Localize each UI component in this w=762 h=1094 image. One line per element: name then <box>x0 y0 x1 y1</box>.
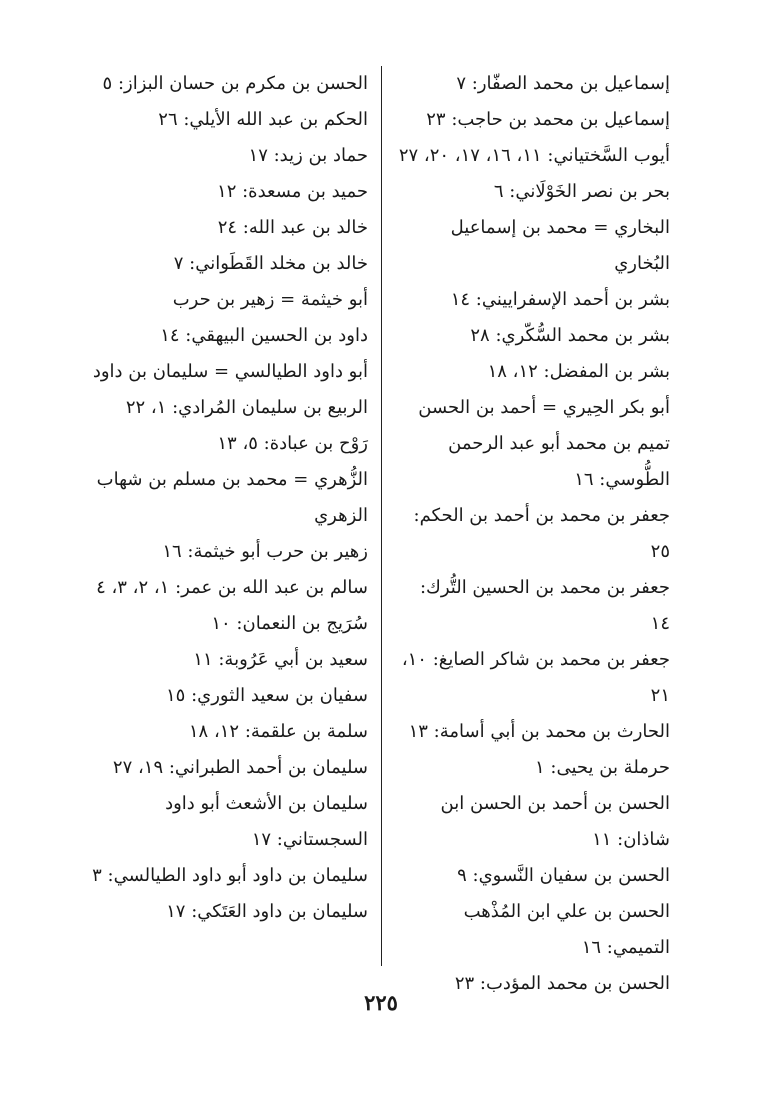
index-entry: بشر بن محمد السُّكّري: ٢٨ <box>470 325 670 346</box>
index-entry: الحسن بن أحمد بن الحسن ابن شاذان: ١١ <box>440 793 670 850</box>
index-entry: سالم بن عبد الله بن عمر: ١، ٢، ٣، ٤ <box>96 577 368 598</box>
index-column-left <box>76 66 368 930</box>
index-entry: أبو داود الطيالسي = سليمان بن داود <box>92 361 368 382</box>
index-entry: أيوب السَّختياني: ١١، ١٦، ١٧، ٢٠، ٢٧ <box>398 145 670 166</box>
index-entry: الحسن بن مكرم بن حسان البزاز: ٥ <box>102 73 368 94</box>
index-entry: الحارث بن محمد بن أبي أسامة: ١٣ <box>408 721 670 742</box>
index-entry: الحسن بن محمد المؤدب: ٢٣ <box>454 973 670 994</box>
index-entry: إسماعيل بن محمد الصفّار: ٧ <box>456 73 670 94</box>
index-entry: سليمان بن الأشعث أبو داود السجستاني: ١٧ <box>165 793 368 850</box>
index-entry: زهير بن حرب أبو خيثمة: ١٦ <box>162 541 368 562</box>
index-entry: رَوْح بن عبادة: ٥، ١٣ <box>217 433 368 454</box>
index-entry: سليمان بن داود العَتَكي: ١٧ <box>166 901 368 922</box>
index-entry: سليمان بن أحمد الطبراني: ١٩، ٢٧ <box>112 757 368 778</box>
index-entry: جعفر بن محمد بن شاكر الصايغ: ١٠، ٢١ <box>401 649 670 706</box>
column-divider <box>381 66 382 966</box>
index-entry: الزُّهري = محمد بن مسلم بن شهاب الزهري <box>96 469 368 526</box>
index-entry: الحسن بن علي ابن المُذْهب التميمي: ١٦ <box>463 901 670 958</box>
index-entry: سليمان بن داود أبو داود الطيالسي: ٣ <box>92 865 368 886</box>
index-entry: البخاري = محمد بن إسماعيل البُخاري <box>450 217 670 274</box>
index-entry: حرملة بن يحيى: ١ <box>535 757 670 778</box>
index-entry: سلمة بن علقمة: ١٢، ١٨ <box>188 721 368 742</box>
index-entry: بشر بن أحمد الإسفراييني: ١٤ <box>450 289 670 310</box>
index-entry: أبو بكر الحِيري = أحمد بن الحسن <box>418 397 670 418</box>
index-column-right <box>398 66 670 1002</box>
index-entry: أبو خيثمة = زهير بن حرب <box>172 289 368 310</box>
index-entry: خالد بن مخلد القَطَواني: ٧ <box>173 253 368 274</box>
index-entry: سعيد بن أبي عَرُوبة: ١١ <box>193 649 368 670</box>
index-entry: بحر بن نصر الخَوْلَاني: ٦ <box>493 181 670 202</box>
index-entry: إسماعيل بن محمد بن حاجب: ٢٣ <box>426 109 670 130</box>
index-entry: الربيع بن سليمان المُرادي: ١، ٢٢ <box>125 397 368 418</box>
index-entry: سُرَيج بن النعمان: ١٠ <box>211 613 368 634</box>
index-entry: جعفر بن محمد بن أحمد بن الحكم: ٢٥ <box>413 505 670 562</box>
index-entry: جعفر بن محمد بن الحسين التُّرك: ١٤ <box>419 577 670 634</box>
index-entry: الحكم بن عبد الله الأيلي: ٢٦ <box>158 109 368 130</box>
index-entry: بشر بن المفضل: ١٢، ١٨ <box>487 361 670 382</box>
page-number: ٢٢٥ <box>364 990 398 1015</box>
index-entry: الحسن بن سفيان النَّسوي: ٩ <box>457 865 670 886</box>
index-entry: حماد بن زيد: ١٧ <box>248 145 368 166</box>
index-entry: خالد بن عبد الله: ٢٤ <box>217 217 368 238</box>
index-entry: سفيان بن سعيد الثوري: ١٥ <box>166 685 368 706</box>
index-entry: حميد بن مسعدة: ١٢ <box>217 181 368 202</box>
index-entry: داود بن الحسين البيهقي: ١٤ <box>160 325 368 346</box>
index-entry: تميم بن محمد أبو عبد الرحمن الطُّوسي: ١٦ <box>448 433 670 490</box>
